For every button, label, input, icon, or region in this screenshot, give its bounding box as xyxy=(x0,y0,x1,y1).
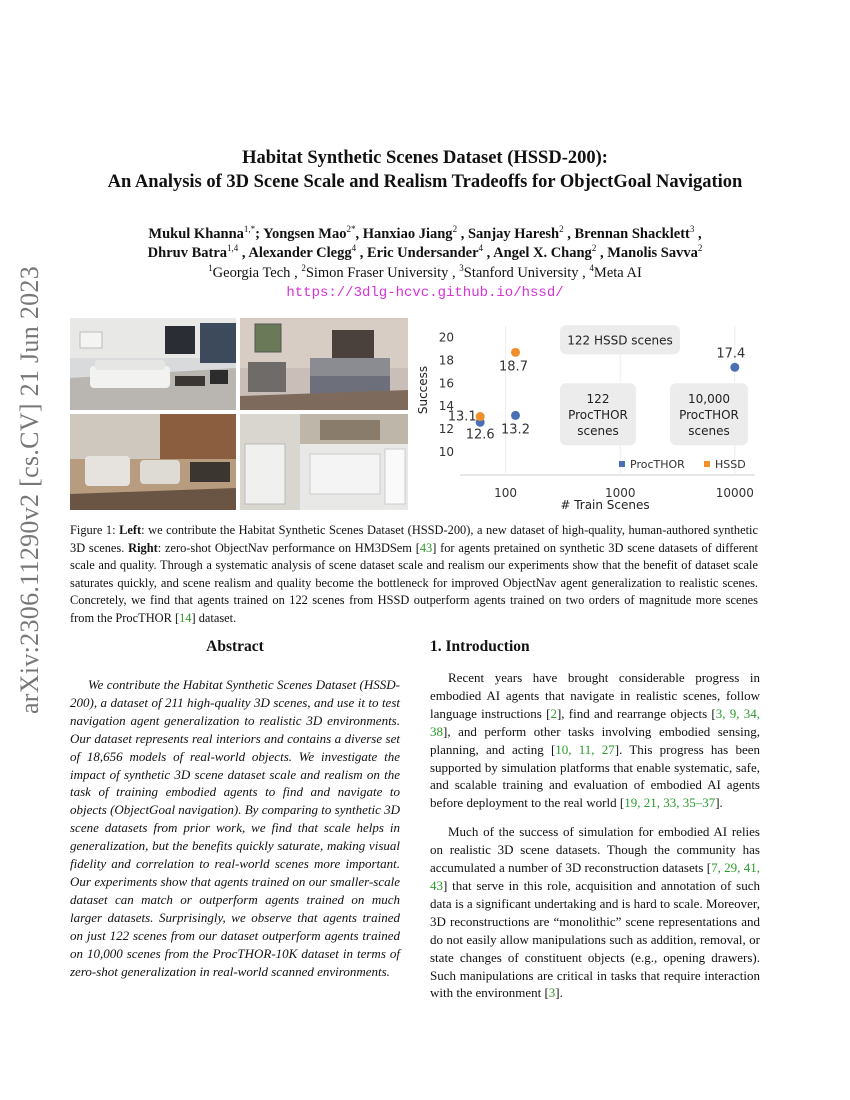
paper-title-line2: An Analysis of 3D Scene Scale and Realism Tradeoffs for ObjectGoal Navigation xyxy=(107,172,743,192)
citation-link[interactable]: 19, 21, 33, 35–37 xyxy=(624,795,716,811)
citation-link[interactable]: 3, 9, 34, 38 xyxy=(430,705,760,739)
citation-link[interactable]: 14 xyxy=(179,610,192,625)
caption-text: : zero-shot ObjectNav performance on HM3DSem [ xyxy=(157,540,420,555)
citation-link[interactable]: 7, 29, 41, 43 xyxy=(430,860,760,893)
author-name: Dhruv Batra xyxy=(147,245,228,261)
intro-text: ]. xyxy=(715,795,723,811)
affiliation: Meta AI xyxy=(593,265,642,281)
intro-text: ], and perform other tasks involving embodied sensing, planning, and acting [ xyxy=(430,723,760,757)
citation-link[interactable]: 2 xyxy=(550,705,557,721)
intro-text: ]. xyxy=(555,985,563,1001)
annotation-text: 122 xyxy=(586,392,610,407)
legend-label: HSSD xyxy=(715,458,746,471)
annotation-text: 10,000 xyxy=(688,392,730,407)
intro-text: ], find and rearrange objects [ xyxy=(556,705,716,721)
x-tick-label: 100 xyxy=(494,486,518,500)
author-sup: 2 xyxy=(452,224,458,235)
intro-body xyxy=(430,669,760,1013)
affil-sup: 1 xyxy=(208,263,213,274)
affiliations: $^1$Georgia Tech , $^2$Simon Fraser University , $^3$Stanford University , $^4$Meta AI xyxy=(208,263,642,281)
author-sup: 1,4 xyxy=(227,243,239,254)
author-sup: 2 xyxy=(559,224,564,235)
y-tick-label: 20 xyxy=(438,330,454,345)
annotation-text: ProcTHOR xyxy=(679,408,739,423)
affil-sup: 2 xyxy=(301,263,306,274)
scene-render-lounge xyxy=(70,414,236,510)
intro-paragraph-1 xyxy=(430,669,760,812)
affil-sup: 3 xyxy=(459,263,464,274)
abstract-body: We contribute the Habitat Synthetic Scenes Dataset (HSSD-200), a dataset of 211 high-quality 3D scenes, and use it to test navigation agent generalization to realistic 3D environments. Our dataset represents real interiors and contains a diverse set of 18,656 models of real-world objects. We investigate the impact of synthetic 3D scene dataset scale and realism on the task of training embodied agents to find and navigate to objects (ObjectGoal navigation). By comparing to synthetic 3D scene datasets from prior work, we find that scale helps in generalization, but the benefits quickly saturate, making visual fidelity and correlation to real-world scenes more important. Our experiments show that agents trained on our smaller-scale dataset can match or outperform agents trained on much larger datasets. Surprisingly, we observe that agents trained on just 122 scenes from our dataset outperform agents trained on 10,000 scenes from the ProcTHOR-10K dataset in terms of zero-shot generalization in real-world scanned environments. xyxy=(70,677,400,979)
author-name: Brennan Shacklett xyxy=(574,226,690,242)
author-sup: 2 xyxy=(697,243,703,254)
chart-point-procthor xyxy=(730,363,739,372)
chart-svg xyxy=(405,318,760,518)
arxiv-stamp xyxy=(10,265,50,715)
author-name: Alexander Clegg xyxy=(248,245,352,261)
author-name: Manolis Savva xyxy=(607,245,698,261)
citation-link[interactable]: 43 xyxy=(419,540,433,555)
author-name: Mukul Khanna xyxy=(148,226,244,242)
author-name: Eric Undersander xyxy=(366,245,479,261)
scene-render-bedroom xyxy=(240,318,408,410)
data-label: 12.6 xyxy=(465,427,495,443)
caption-text: ] dataset. xyxy=(191,610,237,625)
data-label: 13.2 xyxy=(501,422,530,438)
author-name: Sanjay Haresh xyxy=(467,226,560,242)
chart-point-hssd xyxy=(476,412,485,421)
y-tick-label: 16 xyxy=(438,376,454,391)
y-tick-label: 18 xyxy=(438,353,454,368)
abstract-heading: Abstract xyxy=(206,638,264,655)
intro-paragraph-2 xyxy=(430,823,760,1002)
figure-caption xyxy=(70,522,758,628)
chart-point-hssd xyxy=(511,348,520,357)
annotation-text: 122 HSSD scenes xyxy=(567,333,673,348)
legend-label: ProcTHOR xyxy=(630,458,685,471)
data-label: 18.7 xyxy=(499,359,528,375)
y-tick-label: 12 xyxy=(438,422,454,437)
success-vs-scenes-chart xyxy=(405,318,760,518)
citation-link[interactable]: 10, 11, 27 xyxy=(555,741,615,757)
scene-render-living-room xyxy=(70,318,236,410)
author-sup: 2* xyxy=(346,224,356,235)
author-sup: 3 xyxy=(689,224,695,235)
legend-swatch-procthor xyxy=(619,461,625,467)
author-sup: 1,* xyxy=(243,224,256,235)
paper-title-line1: Habitat Synthetic Scenes Dataset (HSSD-200): xyxy=(242,148,608,168)
affiliation: Simon Fraser University xyxy=(305,265,449,281)
scene-render-kitchen xyxy=(240,414,408,510)
chart-y-axis-label: Success xyxy=(416,365,430,415)
affil-sup: 4 xyxy=(589,263,594,274)
y-tick-label: 10 xyxy=(438,445,454,460)
intro-text: ] that serve in this role, acquisition and annotation of such data is a significant undertaking and is hard to scale. Moreover, 3D reconstructions are “monolithic” scene representations and do not easily allow manipulations such as addition, removal, or state changes of constituent objects (e.g., opening drawers). Such manipulations are critical in tasks that require interaction with the environment [ xyxy=(430,877,760,1001)
intro-text: ]. This progress has been supported by simulation platforms that enable systematic, safe, and scalable training and evaluation of embodied AI agents before deployment to the real world [ xyxy=(430,741,761,811)
chart-x-axis-label: # Train Scenes xyxy=(560,498,650,512)
chart-annotation xyxy=(560,325,680,354)
data-label: 17.4 xyxy=(716,346,746,362)
legend-swatch-hssd xyxy=(704,461,710,467)
author-name: Hanxiao Jiang xyxy=(362,226,453,242)
author-list-line1: Mukul Khanna$^{1,*}$; Yongsen Mao$^{2*}$, Hanxiao Jiang$^2$ , Sanjay Haresh$^2$ , Brennan Shacklett$^3$ , xyxy=(148,224,702,242)
caption-right-bold: Right xyxy=(128,540,158,555)
chart-annotation xyxy=(670,383,748,445)
annotation-text: ProcTHOR xyxy=(568,408,628,423)
data-label: 13.1 xyxy=(447,409,477,425)
affiliation: Georgia Tech xyxy=(212,265,291,281)
caption-text: : we contribute the Habitat Synthetic Scenes Dataset (HSSD-200), a new dataset of high-quality, human-authored synthetic 3D scenes. xyxy=(70,523,758,555)
chart-annotations xyxy=(560,325,748,445)
author-sup: 4 xyxy=(351,243,357,254)
annotation-text: scenes xyxy=(577,424,619,439)
caption-left-bold: Left xyxy=(119,523,142,537)
chart-point-procthor xyxy=(511,411,520,420)
chart-annotation xyxy=(560,383,636,445)
author-list-line2: Dhruv Batra$^{1,4}$ , Alexander Clegg$^4$ , Eric Undersander$^4$ , Angel X. Chang$^2$ , Manolis Savva$^2$ xyxy=(147,243,703,261)
author-name: Yongsen Mao xyxy=(263,226,347,242)
project-url-link[interactable]: https://3dlg-hcvc.github.io/hssd/ xyxy=(286,285,564,301)
author-sup: 4 xyxy=(478,243,484,254)
x-tick-label: 10000 xyxy=(715,486,754,500)
y-tick-label: 14 xyxy=(438,399,454,414)
intro-heading: 1. Introduction xyxy=(430,638,530,655)
affiliation: Stanford University xyxy=(463,265,579,281)
citation-link[interactable]: 3 xyxy=(548,985,556,1001)
intro-text: Recent years have brought considerable progress in embodied AI agents that navigate in realistic scenes, follow language instructions [ xyxy=(430,670,760,721)
caption-text: ] for agents pretained on synthetic 3D scene datasets of different scale and quality. Through a systematic analysis of scene dataset scale and realism our experiments show that the benefit of dataset scale saturates quickly, and scene realism and quality become the bottleneck for improved ObjectNav agent generalization to realistic scenes. Concretely, we find that agents trained on 122 scenes from HSSD outperform agents trained on two orders of magnitude more scenes from the ProcTHOR [ xyxy=(70,540,758,625)
arxiv-id: arXiv:2306.11290v2 [cs.CV] 21 Jun 2023 xyxy=(15,265,44,715)
intro-text: Much of the success of simulation for embodied AI relies on realistic 3D scene datasets. Though the community has accumulated a number of 3D reconstruction datasets [ xyxy=(430,824,760,876)
x-tick-label: 1000 xyxy=(604,486,636,500)
caption-label: Figure 1: xyxy=(70,523,116,537)
author-name: Angel X. Chang xyxy=(493,245,592,261)
annotation-text: scenes xyxy=(688,424,730,439)
author-sup: 2 xyxy=(591,243,597,254)
chart-legend xyxy=(619,458,746,471)
